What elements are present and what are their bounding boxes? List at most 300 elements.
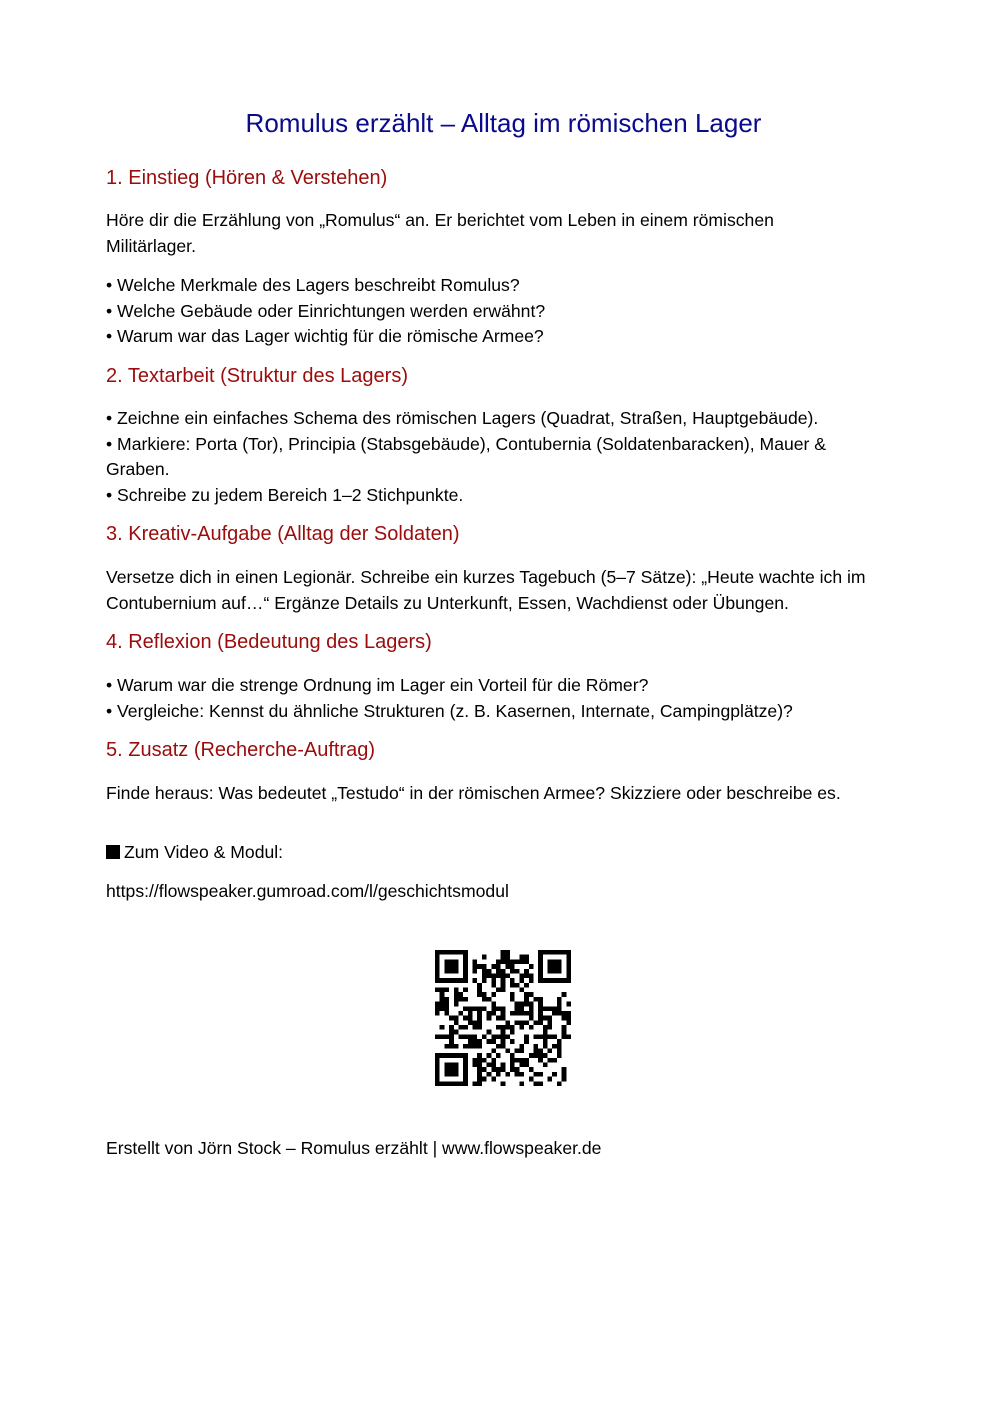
qr-module	[519, 1081, 524, 1086]
page-title: Romulus erzählt – Alltag im römischen Lager	[245, 108, 762, 138]
qr-module	[524, 992, 529, 997]
qr-module	[440, 988, 445, 993]
qr-module	[524, 1063, 529, 1068]
qr-module	[538, 1002, 543, 1007]
qr-module	[505, 1072, 510, 1077]
qr-module	[552, 950, 557, 955]
qr-module	[566, 964, 571, 969]
qr-module	[501, 1006, 506, 1011]
qr-module	[515, 1002, 520, 1007]
qr-module	[552, 1044, 557, 1049]
video-url[interactable]: https://flowspeaker.gumroad.com/l/geschichtsmodul	[106, 881, 509, 901]
qr-module	[566, 1020, 571, 1025]
qr-module	[444, 1053, 449, 1058]
qr-module	[519, 1006, 524, 1011]
qr-module	[538, 1048, 543, 1053]
qr-module	[552, 964, 557, 969]
qr-module	[482, 969, 487, 974]
qr-module	[538, 978, 543, 983]
bullet-item: • Welche Merkmale des Lagers beschreibt Romulus?	[106, 275, 520, 295]
qr-module	[473, 1006, 478, 1011]
bullet-item: • Welche Gebäude oder Einrichtungen werden erwähnt?	[106, 300, 546, 321]
qr-module	[524, 959, 529, 964]
qr-module	[519, 959, 524, 964]
qr-module	[533, 1081, 538, 1086]
black-square-icon	[106, 842, 124, 862]
qr-module	[477, 1067, 482, 1072]
qr-module	[491, 1002, 496, 1007]
qr-module	[515, 1067, 520, 1072]
qr-module	[463, 950, 468, 955]
qr-module	[501, 1067, 506, 1072]
qr-module	[524, 1034, 529, 1039]
qr-module	[501, 1039, 506, 1044]
qr-module	[519, 1011, 524, 1016]
qr-module	[548, 959, 553, 964]
qr-module	[510, 1025, 515, 1030]
qr-module	[524, 955, 529, 960]
qr-module	[501, 973, 506, 978]
qr-module	[477, 1011, 482, 1016]
qr-module	[473, 969, 478, 974]
qr-module	[510, 1067, 515, 1072]
qr-module	[435, 1067, 440, 1072]
qr-module	[454, 1072, 459, 1077]
qr-module	[557, 1048, 562, 1053]
qr-module	[435, 1011, 440, 1016]
qr-module	[435, 955, 440, 960]
qr-module	[533, 1044, 538, 1049]
qr-module	[543, 1034, 548, 1039]
qr-module	[510, 1011, 515, 1016]
section-2-heading: 2. Textarbeit (Struktur des Lagers)	[106, 365, 408, 387]
qr-module	[515, 959, 520, 964]
qr-module	[444, 978, 449, 983]
qr-module	[477, 964, 482, 969]
qr-module	[435, 1063, 440, 1068]
qr-module	[458, 950, 463, 955]
qr-module	[463, 1058, 468, 1063]
qr-module	[440, 992, 445, 997]
qr-module	[482, 955, 487, 960]
qr-module	[543, 1053, 548, 1058]
qr-module	[505, 973, 510, 978]
qr-module	[524, 1039, 529, 1044]
section-1-bullets	[106, 273, 896, 350]
qr-module	[458, 997, 463, 1002]
qr-module	[538, 959, 543, 964]
qr-module	[501, 983, 506, 988]
qr-module	[444, 1011, 449, 1016]
qr-module	[487, 969, 492, 974]
qr-module	[533, 1020, 538, 1025]
qr-module	[487, 1053, 492, 1058]
qr-module	[491, 1039, 496, 1044]
qr-module	[449, 959, 454, 964]
qr-module	[435, 1002, 440, 1007]
qr-module	[482, 1058, 487, 1063]
section-3-heading: 3. Kreativ-Aufgabe (Alltag der Soldaten)	[106, 523, 460, 545]
qr-module	[449, 1044, 454, 1049]
qr-module	[548, 950, 553, 955]
qr-module	[548, 1077, 553, 1082]
qr-module	[538, 1081, 543, 1086]
qr-module	[501, 1025, 506, 1030]
qr-module	[477, 1063, 482, 1068]
qr-module	[519, 988, 524, 993]
qr-module	[566, 1011, 571, 1016]
qr-module	[473, 1081, 478, 1086]
qr-module	[473, 1025, 478, 1030]
qr-module	[482, 1067, 487, 1072]
qr-module	[435, 950, 440, 955]
video-label-line	[106, 840, 896, 866]
qr-module	[491, 1067, 496, 1072]
qr-module	[562, 1016, 567, 1021]
qr-module	[529, 1011, 534, 1016]
qr-module	[440, 997, 445, 1002]
qr-module	[496, 964, 501, 969]
qr-module	[440, 1053, 445, 1058]
qr-module	[440, 1002, 445, 1007]
qr-module	[496, 1006, 501, 1011]
qr-module	[519, 1072, 524, 1077]
qr-module	[449, 1025, 454, 1030]
qr-module	[487, 1063, 492, 1068]
qr-module	[566, 959, 571, 964]
qr-module	[468, 1016, 473, 1021]
qr-module	[496, 1044, 501, 1049]
qr-module	[463, 1006, 468, 1011]
qr-module	[477, 983, 482, 988]
qr-module	[557, 1081, 562, 1086]
qr-module	[519, 1025, 524, 1030]
qr-module	[458, 1034, 463, 1039]
qr-module	[468, 1011, 473, 1016]
qr-module	[552, 1034, 557, 1039]
qr-module	[463, 1044, 468, 1049]
qr-module	[562, 1011, 567, 1016]
section-4-bullets	[106, 673, 896, 724]
qr-module	[510, 1058, 515, 1063]
qr-module	[444, 1067, 449, 1072]
qr-module	[454, 1081, 459, 1086]
qr-module	[482, 992, 487, 997]
qr-module	[491, 983, 496, 988]
section-1-heading: 1. Einstieg (Hören & Verstehen)	[106, 167, 388, 189]
qr-module	[538, 955, 543, 960]
qr-module	[487, 1016, 492, 1021]
qr-module	[538, 964, 543, 969]
qr-module	[510, 959, 515, 964]
qr-module	[449, 978, 454, 983]
qr-module	[510, 983, 515, 988]
qr-module	[463, 1053, 468, 1058]
qr-module	[435, 988, 440, 993]
qr-module	[477, 1016, 482, 1021]
qr-module	[435, 1034, 440, 1039]
qr-module	[482, 964, 487, 969]
section-3-text: Versetze dich in einen Legionär. Schreibe ein kurzes Tagebuch (5–7 Sätze): „Heute wachte ich im Contubernium auf…“ Ergänze Details zu Unterkunft, Essen, Wachdienst oder Übungen.	[106, 567, 866, 613]
qr-module	[444, 997, 449, 1002]
qr-module	[505, 1048, 510, 1053]
qr-module	[552, 1058, 557, 1063]
qr-module	[510, 969, 515, 974]
qr-module	[449, 964, 454, 969]
qr-module	[449, 1039, 454, 1044]
qr-module	[444, 1081, 449, 1086]
qr-module	[515, 1020, 520, 1025]
qr-module	[510, 992, 515, 997]
qr-module	[491, 1006, 496, 1011]
qr-module	[548, 1006, 553, 1011]
qr-module	[458, 1081, 463, 1086]
qr-module	[463, 1034, 468, 1039]
qr-module	[463, 973, 468, 978]
section-5-heading: 5. Zusatz (Recherche-Auftrag)	[106, 739, 375, 761]
qr-module	[505, 950, 510, 955]
qr-module	[491, 992, 496, 997]
qr-module	[458, 992, 463, 997]
qr-module	[477, 1039, 482, 1044]
qr-module	[444, 1006, 449, 1011]
qr-module	[477, 992, 482, 997]
qr-module	[543, 1006, 548, 1011]
qr-module	[557, 1044, 562, 1049]
qr-module	[454, 964, 459, 969]
qr-module	[519, 1002, 524, 1007]
qr-module	[463, 978, 468, 983]
qr-module	[463, 988, 468, 993]
qr-module	[501, 1016, 506, 1021]
qr-module	[482, 997, 487, 1002]
qr-module	[566, 969, 571, 974]
qr-module	[496, 1016, 501, 1021]
qr-module	[538, 973, 543, 978]
qr-module	[562, 1067, 567, 1072]
section-5-text: Finde heraus: Was bedeutet „Testudo“ in der römischen Armee? Skizziere oder beschreibe es.	[106, 783, 841, 803]
qr-module	[482, 1034, 487, 1039]
qr-module	[496, 959, 501, 964]
qr-module	[519, 973, 524, 978]
qr-module	[515, 1006, 520, 1011]
qr-module	[477, 1081, 482, 1086]
qr-module	[566, 955, 571, 960]
qr-module	[449, 1067, 454, 1072]
qr-module	[454, 1030, 459, 1035]
qr-module	[557, 978, 562, 983]
qr-module	[463, 1063, 468, 1068]
qr-module	[543, 1030, 548, 1035]
qr-module	[444, 950, 449, 955]
qr-module	[454, 988, 459, 993]
bullet-item: • Warum war die strenge Ordnung im Lager ein Vorteil für die Römer?	[106, 675, 649, 695]
qr-module	[454, 978, 459, 983]
qr-module	[440, 978, 445, 983]
bullet-item: • Schreibe zu jedem Bereich 1–2 Stichpunkte.	[106, 484, 464, 505]
qr-module	[519, 1048, 524, 1053]
qr-module	[515, 1011, 520, 1016]
qr-module	[529, 978, 534, 983]
qr-module	[496, 1053, 501, 1058]
qr-module	[562, 950, 567, 955]
qr-module	[543, 1063, 548, 1068]
qr-module	[454, 1044, 459, 1049]
qr-module	[510, 978, 515, 983]
qr-module	[496, 1025, 501, 1030]
qr-module	[529, 1002, 534, 1007]
qr-module	[557, 950, 562, 955]
qr-module	[440, 1034, 445, 1039]
qr-module	[519, 1063, 524, 1068]
qr-module	[529, 964, 534, 969]
qr-module	[552, 1006, 557, 1011]
section-4-heading: 4. Reflexion (Bedeutung des Lagers)	[106, 631, 432, 653]
qr-module	[543, 1044, 548, 1049]
qr-module	[435, 969, 440, 974]
qr-module	[519, 978, 524, 983]
qr-module	[501, 955, 506, 960]
qr-module	[491, 978, 496, 983]
qr-module	[449, 1016, 454, 1021]
qr-module	[557, 1053, 562, 1058]
qr-module	[468, 1020, 473, 1025]
qr-module	[491, 973, 496, 978]
qr-module	[491, 1048, 496, 1053]
qr-module	[477, 1025, 482, 1030]
qr-module	[444, 959, 449, 964]
qr-module	[496, 1072, 501, 1077]
qr-module	[444, 1002, 449, 1007]
qr-module	[477, 1053, 482, 1058]
qr-module	[510, 964, 515, 969]
qr-module	[477, 1058, 482, 1063]
qr-module	[505, 959, 510, 964]
qr-module	[482, 1006, 487, 1011]
qr-module	[557, 1011, 562, 1016]
section-1-intro: Höre dir die Erzählung von „Romulus“ an. Er berichtet vom Leben in einem römischen Militärlager.	[106, 210, 774, 256]
qr-module	[529, 1025, 534, 1030]
qr-module	[524, 997, 529, 1002]
qr-module	[468, 1006, 473, 1011]
qr-module	[440, 1025, 445, 1030]
qr-module	[538, 969, 543, 974]
qr-module	[557, 969, 562, 974]
qr-module	[515, 969, 520, 974]
qr-module	[501, 1044, 506, 1049]
qr-module	[473, 1063, 478, 1068]
qr-module	[482, 978, 487, 983]
bullet-item: • Vergleiche: Kennst du ähnliche Strukturen (z. B. Kasernen, Internate, Campingplätze)?	[106, 700, 793, 721]
qr-module	[463, 1016, 468, 1021]
qr-module	[444, 1072, 449, 1077]
qr-module	[510, 1063, 515, 1068]
bullet-item: • Zeichne ein einfaches Schema des römischen Lagers (Quadrat, Straßen, Hauptgebäude).	[106, 408, 819, 428]
qr-module	[468, 1039, 473, 1044]
qr-module	[435, 959, 440, 964]
qr-module	[449, 1034, 454, 1039]
qr-module	[444, 1034, 449, 1039]
qr-module	[566, 978, 571, 983]
qr-module	[463, 1077, 468, 1082]
qr-module	[463, 959, 468, 964]
qr-module	[510, 1053, 515, 1058]
qr-module	[529, 1006, 534, 1011]
qr-code-icon[interactable]	[435, 950, 571, 1086]
footer-credit: Erstellt von Jörn Stock – Romulus erzählt | www.flowspeaker.de	[106, 1138, 602, 1158]
qr-module	[444, 964, 449, 969]
qr-module	[496, 988, 501, 993]
qr-module	[519, 1044, 524, 1049]
bullet-item: • Markiere: Porta (Tor), Principia (Stabsgebäude), Contubernia (Soldatenbaracken), Mauer & Graben.	[106, 433, 827, 479]
qr-module	[557, 1039, 562, 1044]
qr-module	[463, 969, 468, 974]
qr-module	[444, 1044, 449, 1049]
qr-module	[562, 1025, 567, 1030]
qr-module	[454, 1067, 459, 1072]
qr-module	[487, 973, 492, 978]
qr-module	[548, 969, 553, 974]
qr-module	[454, 1016, 459, 1021]
qr-module	[548, 978, 553, 983]
qr-module	[496, 969, 501, 974]
qr-module	[435, 1072, 440, 1077]
qr-module	[519, 1020, 524, 1025]
qr-module	[468, 1034, 473, 1039]
qr-module	[557, 1006, 562, 1011]
qr-module	[505, 1034, 510, 1039]
qr-module	[496, 1034, 501, 1039]
qr-module	[477, 988, 482, 993]
qr-module	[449, 1053, 454, 1058]
qr-module	[463, 1072, 468, 1077]
qr-module	[505, 1020, 510, 1025]
qr-module	[454, 1063, 459, 1068]
qr-module	[482, 973, 487, 978]
qr-module	[449, 1072, 454, 1077]
qr-module	[487, 1030, 492, 1035]
qr-module	[543, 1025, 548, 1030]
qr-module	[477, 1006, 482, 1011]
qr-module	[548, 1048, 553, 1053]
qr-module	[463, 1025, 468, 1030]
qr-module	[440, 1006, 445, 1011]
qr-module	[501, 1011, 506, 1016]
qr-module	[491, 1058, 496, 1063]
qr-module	[449, 1063, 454, 1068]
qr-module	[487, 1011, 492, 1016]
qr-module	[533, 1072, 538, 1077]
qr-module	[519, 1058, 524, 1063]
qr-module	[454, 969, 459, 974]
qr-module	[562, 978, 567, 983]
qr-module	[529, 1077, 534, 1082]
qr-module	[562, 992, 567, 997]
qr-module	[533, 1053, 538, 1058]
qr-module	[501, 978, 506, 983]
qr-module	[444, 1063, 449, 1068]
qr-module	[487, 1039, 492, 1044]
qr-module	[501, 969, 506, 974]
qr-module	[510, 1039, 515, 1044]
qr-module	[449, 950, 454, 955]
qr-module	[444, 969, 449, 974]
qr-module	[505, 955, 510, 960]
qr-module	[496, 973, 501, 978]
qr-module	[524, 1058, 529, 1063]
qr-module	[496, 1067, 501, 1072]
qr-module	[477, 1077, 482, 1082]
